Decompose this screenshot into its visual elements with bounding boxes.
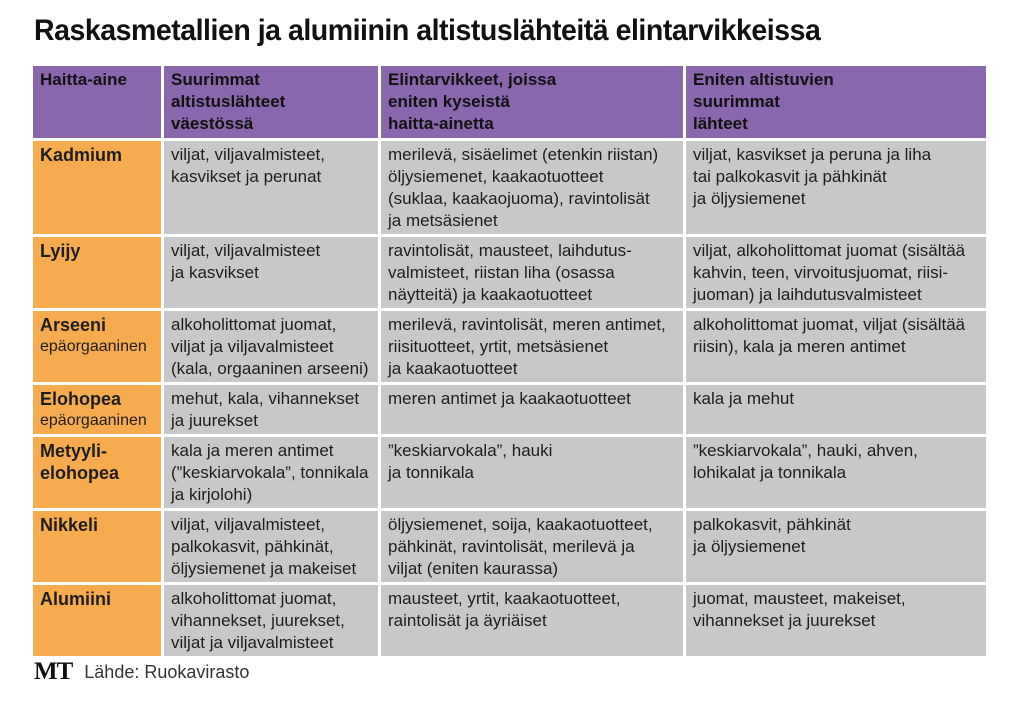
header-main-sources: Suurimmat altistuslähteet väestössä [164,66,378,138]
table-row-elohopea [33,385,986,434]
substance-cell: Lyijy [33,237,161,308]
main-sources-cell: alkoholittomat juomat, viljat ja viljavalmisteet (kala, orgaaninen arseeni) [164,311,378,382]
foods-cell: ravintolisät, mausteet, laihdutus- valmisteet, riistan liha (osassa näytteitä) ja kaakaotuotteet [381,237,683,308]
foods-cell: mausteet, yrtit, kaakaotuotteet, raintolisät ja äyriäiset [381,585,683,656]
foods-cell: ”keskiarvokala”, hauki ja tonnikala [381,437,683,508]
mt-logo: MT [34,658,73,685]
foods-cell: merilevä, ravintolisät, meren antimet, riisituotteet, yrtit, metsäsienet ja kaakaotuotteet [381,311,683,382]
high-exposure-cell: palkokasvit, pähkinät ja öljysiemenet [686,511,986,582]
substance-cell: Metyyli- elohopea [33,437,161,508]
main-sources-cell: kala ja meren antimet (”keskiarvokala”, tonnikala ja kirjolohi) [164,437,378,508]
table-row-arseeni [33,311,986,382]
high-exposure-cell: kala ja mehut [686,385,986,434]
header-substance: Haitta-aine [33,66,161,138]
substance-cell: Alumiini [33,585,161,656]
page-title: Raskasmetallien ja alumiinin altistuslähteitä elintarvikkeissa [34,14,821,47]
substance-cell: Arseeni epäorgaaninen [33,311,161,382]
high-exposure-cell: juomat, mausteet, makeiset, vihannekset ja juurekset [686,585,986,656]
table-row-alumiini [33,585,986,656]
high-exposure-cell: viljat, alkoholittomat juomat (sisältää kahvin, teen, virvoitusjuomat, riisi- juoman) ja laihdutusvalmisteet [686,237,986,308]
main-sources-cell: alkoholittomat juomat, vihannekset, juurekset, viljat ja viljavalmisteet [164,585,378,656]
main-sources-cell: mehut, kala, vihannekset ja juurekset [164,385,378,434]
high-exposure-cell: ”keskiarvokala”, hauki, ahven, lohikalat ja tonnikala [686,437,986,508]
foods-cell: merilevä, sisäelimet (etenkin riistan) öljysiemenet, kaakaotuotteet (suklaa, kaakaojuoma), ravintolisät ja metsäsienet [381,141,683,234]
header-high-exposure-sources: Eniten altistuvien suurimmat lähteet [686,66,986,138]
table-row-lyijy [33,237,986,308]
high-exposure-cell: viljat, kasvikset ja peruna ja liha tai palkokasvit ja pähkinät ja öljysiemenet [686,141,986,234]
high-exposure-cell: alkoholittomat juomat, viljat (sisältää riisin), kala ja meren antimet [686,311,986,382]
main-sources-cell: viljat, viljavalmisteet, palkokasvit, pähkinät, öljysiemenet ja makeiset [164,511,378,582]
main-sources-cell: viljat, viljavalmisteet, kasvikset ja perunat [164,141,378,234]
table-row-nikkeli [33,511,986,582]
foods-cell: meren antimet ja kaakaotuotteet [381,385,683,434]
header-row [33,66,986,138]
substance-cell: Nikkeli [33,511,161,582]
table-row-kadmium [33,141,986,234]
substance-cell: Elohopea epäorgaaninen [33,385,161,434]
table-row-metyylielohopea [33,437,986,508]
source-credit: Lähde: Ruokavirasto [84,661,250,682]
foods-cell: öljysiemenet, soija, kaakaotuotteet, pähkinät, ravintolisät, merilevä ja viljat (eniten kaurassa) [381,511,683,582]
header-foods-most: Elintarvikkeet, joissa eniten kyseistä haitta-ainetta [381,66,683,138]
substance-cell: Kadmium [33,141,161,234]
main-sources-cell: viljat, viljavalmisteet ja kasvikset [164,237,378,308]
exposure-table [30,63,989,659]
footer [34,658,249,686]
